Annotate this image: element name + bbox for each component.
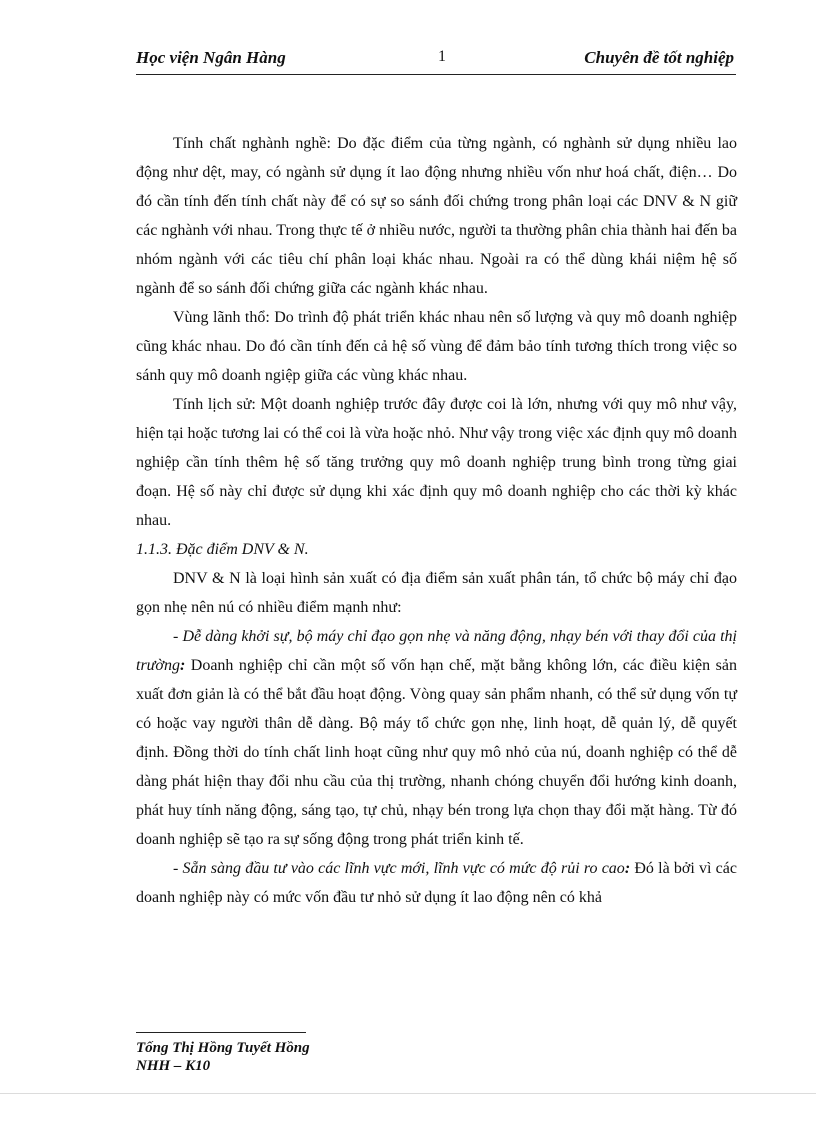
- page-bottom-edge: [0, 1093, 816, 1094]
- section-heading: 1.1.3. Đặc điểm DNV & N.: [136, 541, 309, 558]
- footer-class: NHH – K10: [136, 1058, 211, 1074]
- document-body: [136, 129, 737, 912]
- paragraph-intro-strengths: DNV & N là loại hình sản xuất có địa điểm sản xuất phân tán, tổ chức bộ máy chỉ đạo gọn nhẹ nên nú có nhiều điểm mạnh như:: [136, 570, 737, 616]
- paragraph-history: Tính lịch sử: Một doanh nghiệp trước đây được coi là lớn, nhưng với quy mô như vậy, hiện tại hoặc tương lai có thể coi là vừa hoặc nhỏ. Như vậy trong việc xác định quy mô doanh nghiệp cần tính thêm hệ số tăng trưởng quy mô doanh nghiệp trung bình trong từng giai đoạn. Hệ số này chỉ được sử dụng khi xác định quy mô doanh nghiệp cho các thời kỳ khác nhau.: [136, 396, 737, 529]
- page-footer: [136, 1039, 736, 1075]
- paragraph-ready-to-invest-text: Đó là bởi vì các doanh nghiệp này có mức vốn đầu tư nhỏ sử dụng ít lao động nên có khả: [136, 860, 737, 906]
- paragraph-easy-start-lead: - Dễ dàng khởi sự, bộ máy chỉ đạo gọn nhẹ và năng động, nhạy bén với thay đổi của thị trường: [136, 628, 737, 674]
- paragraph-ready-to-invest-lead: - Sẵn sàng đầu tư vào các lĩnh vực mới, lĩnh vực có mức độ rủi ro cao: [173, 860, 625, 877]
- paragraph-industry-nature: Tính chất nghành nghề: Do đặc điểm của từng ngành, có nghành sử dụng nhiều lao động như dệt, may, có ngành sử dụng ít lao động nhưng nhiều vốn như hoá chất, điện… Do đó cần tính đến tính chất này để có sự so sánh đối chứng trong phân loại các DNV & N giữ các nghành với nhau. Trong thực tế ở nhiều nước, người ta thường phân chia thành hai đến ba nhóm ngành với các tiêu chí phân loại khác nhau. Ngoài ra có thể dùng khái niệm hệ số ngành để so sánh đối chứng giữa các ngành khác nhau.: [136, 135, 737, 297]
- paragraph-territory: Vùng lãnh thổ: Do trình độ phát triển khác nhau nên số lượng và quy mô doanh nghiệp cũng khác nhau. Do đó cần tính đến cả hệ số vùng để đảm bảo tính tương thích trong việc so sánh quy mô doanh ngiệp giữa các vùng khác nhau.: [136, 309, 737, 384]
- footer-divider: [136, 1032, 306, 1033]
- page-header: [136, 46, 736, 75]
- footer-author: Tống Thị Hồng Tuyết Hồng: [136, 1040, 310, 1056]
- header-institution: Học viện Ngân Hàng: [136, 48, 286, 67]
- page-number: 1: [438, 48, 446, 65]
- paragraph-ready-to-invest: [136, 854, 737, 912]
- lead-colon: :: [624, 860, 631, 877]
- paragraph-easy-start: [136, 622, 737, 854]
- header-document-type: Chuyên đề tốt nghiệp: [584, 48, 734, 67]
- lead-colon: :: [179, 657, 186, 674]
- paragraph-easy-start-text: Doanh nghiệp chỉ cần một số vốn hạn chế, mặt bằng không lớn, các điều kiện sản xuất đơn giản là có thể bắt đầu hoạt động. Vòng quay sản phẩm nhanh, có thể sử dụng vốn tự có hoặc vay người thân dễ dàng. Bộ máy tổ chức gọn nhẹ, linh hoạt, dễ quản lý, dễ quyết định. Đồng thời do tính chất linh hoạt cũng như quy mô nhỏ của nú, doanh nghiệp có thể dễ dàng phát hiện thay đổi nhu cầu của thị trường, nhanh chóng chuyển đổi hướng kinh doanh, phát huy tính năng động, sáng tạo, tự chủ, nhạy bén trong lựa chọn thay đổi mặt hàng. Từ đó doanh nghiệp sẽ tạo ra sự sống động trong phát triển kinh tế.: [136, 657, 737, 848]
